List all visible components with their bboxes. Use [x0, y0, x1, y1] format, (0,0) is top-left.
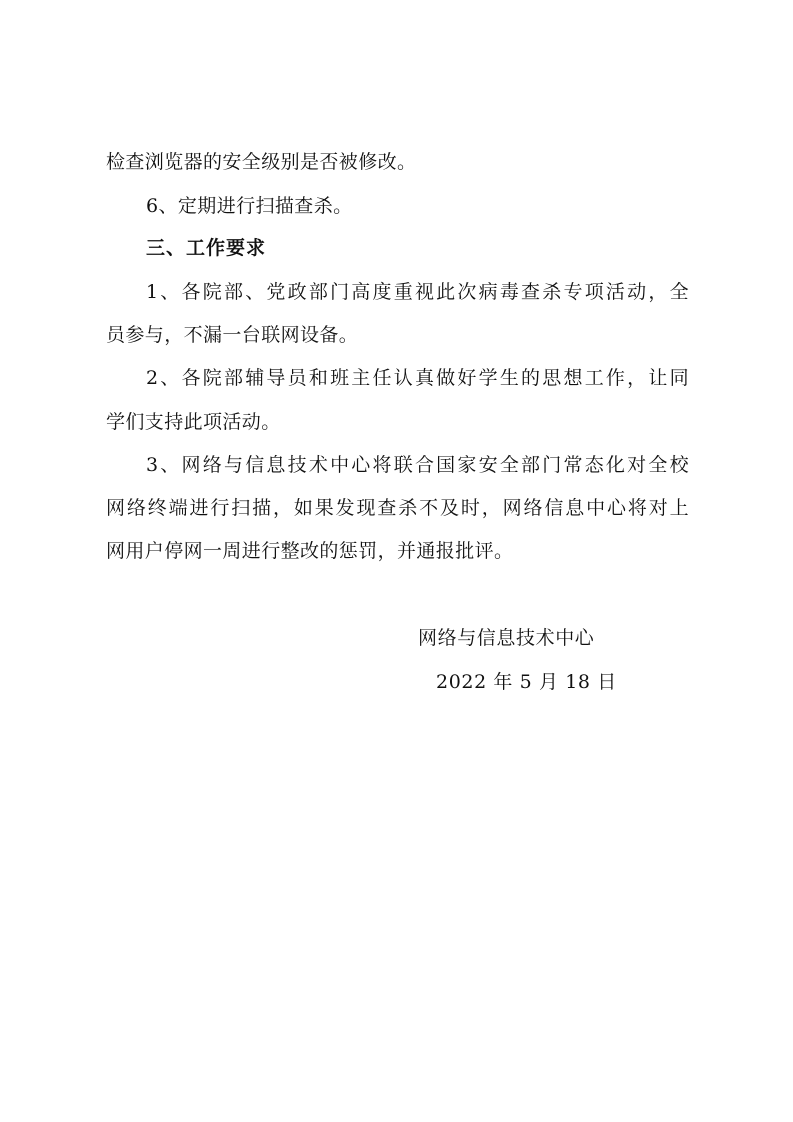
- signature-organization: 网络与信息技术中心: [418, 627, 595, 649]
- signature-date: 2022 年 5 月 18 日: [436, 671, 617, 693]
- paragraph-continuation-line: 检查浏览器的安全级别是否被修改。: [106, 151, 417, 173]
- section-heading: 三、工作要求: [146, 237, 267, 259]
- paragraph-item-1-line-1: 1、各院部、党政部门高度重视此次病毒查杀专项活动，全: [146, 281, 689, 303]
- paragraph-item-2-line-1: 2、各院部辅导员和班主任认真做好学生的思想工作，让同: [146, 367, 689, 389]
- paragraph-item-3-line-1: 3、网络与信息技术中心将联合国家安全部门常态化对全校: [146, 454, 689, 476]
- paragraph-item-6: 6、定期进行扫描查杀。: [146, 195, 353, 217]
- paragraph-item-1-line-2: 员参与，不漏一台联网设备。: [106, 324, 359, 346]
- paragraph-item-3-line-2: 网络终端进行扫描，如果发现查杀不及时，网络信息中心将对上: [106, 497, 689, 519]
- paragraph-item-3-line-3: 网用户停网一周进行整改的惩罚，并通报批评。: [106, 540, 514, 562]
- paragraph-item-2-line-2: 学们支持此项活动。: [106, 411, 281, 433]
